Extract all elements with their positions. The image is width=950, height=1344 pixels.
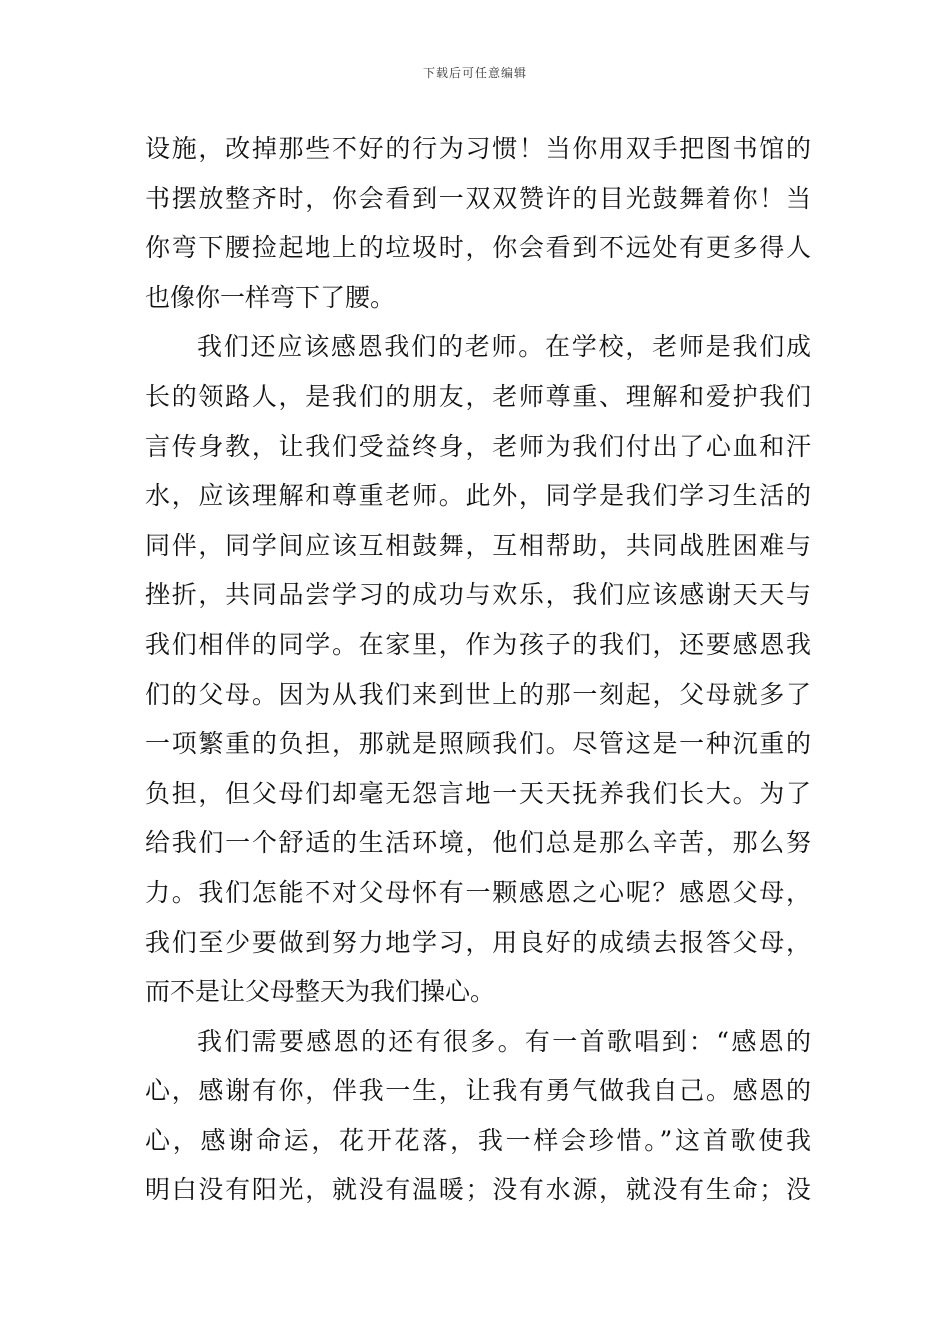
text-line: 明白没有阳光，就没有温暖；没有水源，就没有生命；没 [145, 1175, 811, 1205]
text-line: 一项繁重的负担，那就是照顾我们。尽管这是一种沉重的 [145, 729, 811, 759]
text-line: 长的领路人，是我们的朋友，老师尊重、理解和爱护我们 [145, 381, 811, 411]
text-line: 我们还应该感恩我们的老师。在学校，老师是我们成 [197, 332, 811, 362]
text-line: 你弯下腰捡起地上的垃圾时，你会看到不远处有更多得人 [145, 233, 811, 263]
text-line: 负担，但父母们却毫无怨言地一天天抚养我们长大。为了 [145, 778, 811, 808]
text-line: 心，感谢命运，花开花落，我一样会珍惜。”这首歌使我 [145, 1125, 811, 1155]
text-line: 也像你一样弯下了腰。 [145, 282, 396, 312]
text-line: 言传身教，让我们受益终身，老师为我们付出了心血和汗 [145, 431, 811, 461]
text-line: 心，感谢有你，伴我一生，让我有勇气做我自己。感恩的 [145, 1076, 811, 1106]
text-line: 力。我们怎能不对父母怀有一颗感恩之心呢？感恩父母， [145, 877, 811, 907]
text-line: 我们需要感恩的还有很多。有一首歌唱到：“感恩的 [197, 1026, 811, 1056]
text-line: 同伴，同学间应该互相鼓舞，互相帮助，共同战胜困难与 [145, 530, 811, 560]
text-line: 挫折，共同品尝学习的成功与欢乐，我们应该感谢天天与 [145, 580, 811, 610]
text-line: 我们至少要做到努力地学习，用良好的成绩去报答父母， [145, 927, 811, 957]
text-line: 们的父母。因为从我们来到世上的那一刻起，父母就多了 [145, 679, 811, 709]
text-line: 书摆放整齐时，你会看到一双双赞许的目光鼓舞着你！当 [145, 183, 811, 213]
text-line: 给我们一个舒适的生活环境，他们总是那么辛苦，那么努 [145, 828, 811, 858]
text-line: 我们相伴的同学。在家里，作为孩子的我们，还要感恩我 [145, 629, 811, 659]
page-header: 下载后可任意编辑 [422, 66, 527, 80]
text-line: 设施，改掉那些不好的行为习惯！当你用双手把图书馆的 [145, 134, 811, 163]
text-line: 水，应该理解和尊重老师。此外，同学是我们学习生活的 [145, 481, 811, 511]
text-line: 而不是让父母整天为我们操心。 [145, 977, 496, 1007]
body-text [145, 124, 811, 1215]
